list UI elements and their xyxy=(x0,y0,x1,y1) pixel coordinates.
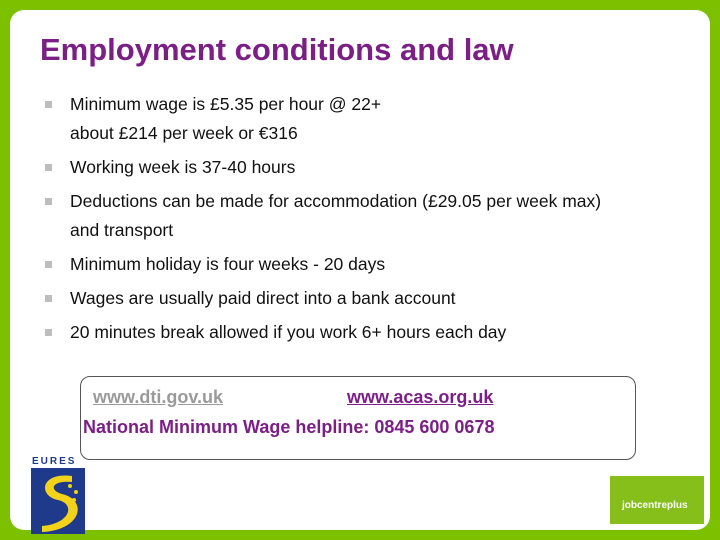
square-bullet-icon xyxy=(45,198,52,205)
list-item xyxy=(40,153,700,182)
acas-link[interactable]: www.acas.org.uk xyxy=(347,387,494,407)
dti-link[interactable]: www.dti.gov.uk xyxy=(93,387,223,407)
eures-logo-star xyxy=(72,498,76,502)
square-bullet-icon xyxy=(45,164,52,171)
slide xyxy=(10,10,710,530)
jobcentreplus-logo-text: jobcentreplus xyxy=(622,500,688,511)
square-bullet-icon xyxy=(45,295,52,302)
eures-logo-text: EURES xyxy=(32,456,77,467)
helpline-text: National Minimum Wage helpline: 0845 600 0678 xyxy=(83,417,495,437)
list-item xyxy=(40,284,700,313)
page-title: Employment conditions and law xyxy=(40,32,514,67)
square-bullet-icon xyxy=(45,101,52,108)
eures-logo-star xyxy=(68,484,72,488)
list-item xyxy=(40,318,700,347)
bullet-text: Wages are usually paid direct into a bank account xyxy=(70,288,456,308)
bullet-text: Minimum wage is £5.35 per hour @ 22+ xyxy=(70,94,382,114)
bullet-text: Working week is 37-40 hours xyxy=(70,157,296,177)
list-item xyxy=(40,187,700,245)
bullet-list xyxy=(40,90,700,352)
bullet-text: about £214 per week or €316 xyxy=(70,123,298,143)
square-bullet-icon xyxy=(45,329,52,336)
eures-logo-star xyxy=(74,490,78,494)
list-item xyxy=(40,250,700,279)
bullet-text: Deductions can be made for accommodation (£29.05 per week max) xyxy=(70,191,602,211)
square-bullet-icon xyxy=(45,261,52,268)
contact-info-box xyxy=(80,376,636,460)
eures-logo xyxy=(30,452,86,536)
bullet-text: and transport xyxy=(70,220,174,240)
list-item xyxy=(40,90,700,148)
bullet-text: 20 minutes break allowed if you work 6+ hours each day xyxy=(70,322,507,342)
bullet-text: Minimum holiday is four weeks - 20 days xyxy=(70,254,386,274)
jobcentreplus-logo xyxy=(610,476,704,524)
